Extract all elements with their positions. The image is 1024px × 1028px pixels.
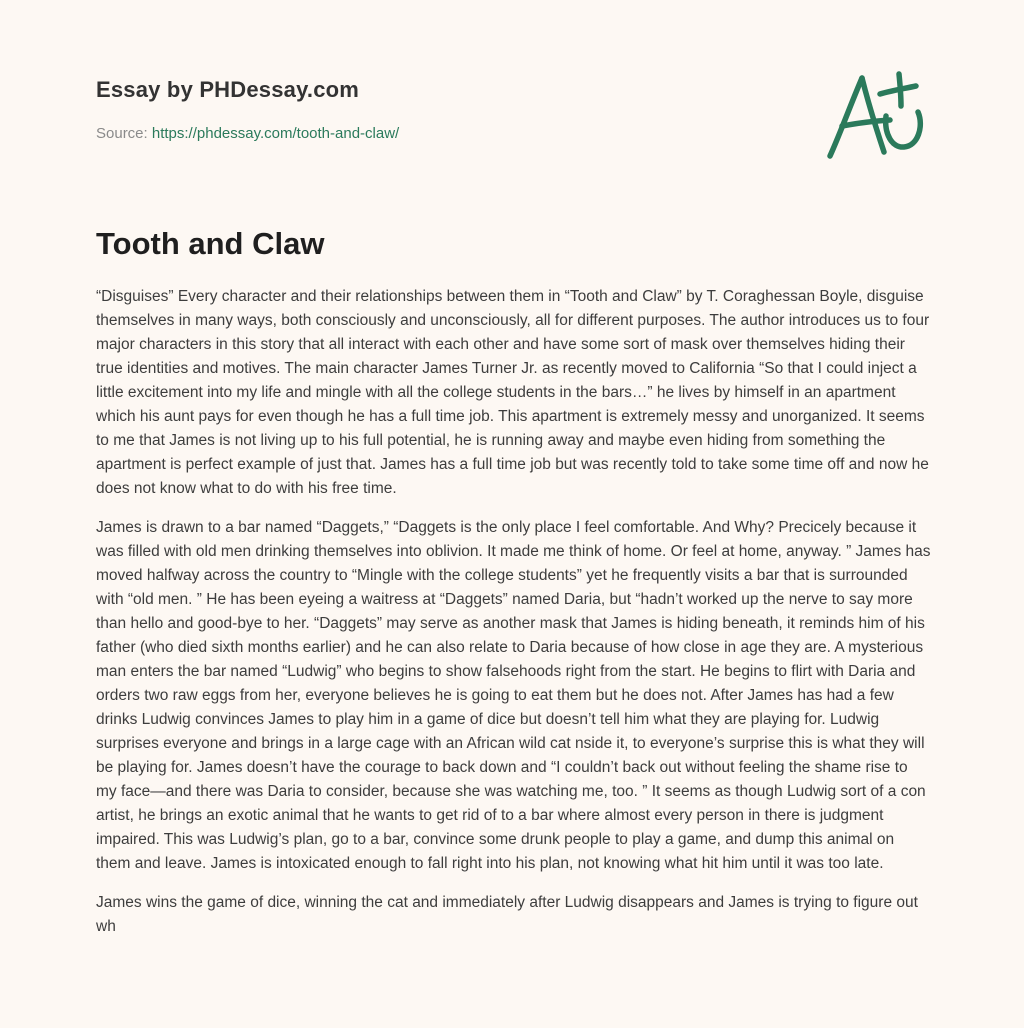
source-link[interactable]: https://phdessay.com/tooth-and-claw/ [151, 125, 400, 142]
source-line [96, 125, 399, 142]
essay-page [96, 0, 932, 935]
essay-body [96, 285, 932, 954]
a-plus-logo-icon [824, 68, 928, 164]
essay-title: Tooth and Claw [96, 226, 325, 261]
brand-title: Essay by PHDessay.com [96, 77, 360, 102]
essay-paragraph: James wins the game of dice, winning the cat and immediately after Ludwig disappears and James is trying to figure out wh [96, 894, 918, 935]
page-header [96, 0, 932, 200]
source-label: Source: [96, 125, 152, 142]
essay-paragraph: “Disguises” Every character and their relationships between them in “Tooth and Claw” by T. Coraghessan Boyle, disguise themselves in many ways, both consciously and unconsciously, all for different purposes. The author introduces us to four major characters in this story that all interact with each other and have some sort of mask over themselves hiding their true identities and motives. The main character James Turner Jr. as recently moved to California “So that I could inject a little excitement into my life and mingle with all the college students in the bars…” he lives by himself in an apartment which his aunt pays for even though he has a full time job. This apartment is extremely messy and unorganized. It seems to me that James is not living up to his full potential, he is running away and maybe even hiding from something the apartment is perfect example of just that. James has a full time job but was recently told to take some time off and now he does not know what to do with his free time. [96, 288, 930, 497]
essay-paragraph: James is drawn to a bar named “Daggets,” “Daggets is the only place I feel comfortable. And Why? Precicely because it was filled with old men drinking themselves into oblivion. It made me think of home. Or feel at home, anyway. ” James has moved halfway across the country to “Mingle with the college students” yet he frequently visits a bar that is surrounded with “old men. ” He has been eyeing a waitress at “Daggets” named Daria, but “hadn’t worked up the nerve to say more than hello and good-bye to her. “Daggets” may serve as another mask that James is hiding beneath, it reminds him of his father (who died sixth months earlier) and he can also relate to Daria because of how close in age they are. A mysterious man enters the bar named “Ludwig” who begins to show falsehoods right from the start. He begins to flirt with Daria and orders two raw eggs from her, everyone believes he is going to eat them but he does not. After James has had a few drinks Ludwig convinces James to play him in a game of dice but doesn’t tell him what they are playing for. Ludwig surprises everyone and brings in a large cage with an African wild cat nside it, to everyone’s surprise this is what they will be playing for. James doesn’t have the courage to back down and “I couldn’t back out without feeling the shame rise to my face—and there was Daria to consider, because she was watching me, too. ” It seems as though Ludwig sort of a con artist, he brings an exotic animal that he wants to get rid of to a bar where almost every person in there is judgment impaired. This was Ludwig’s plan, go to a bar, convince some drunk people to play a game, and dump this animal on them and leave. James is intoxicated enough to fall right into his plan, not knowing what hit him until it was too late. [96, 519, 931, 872]
